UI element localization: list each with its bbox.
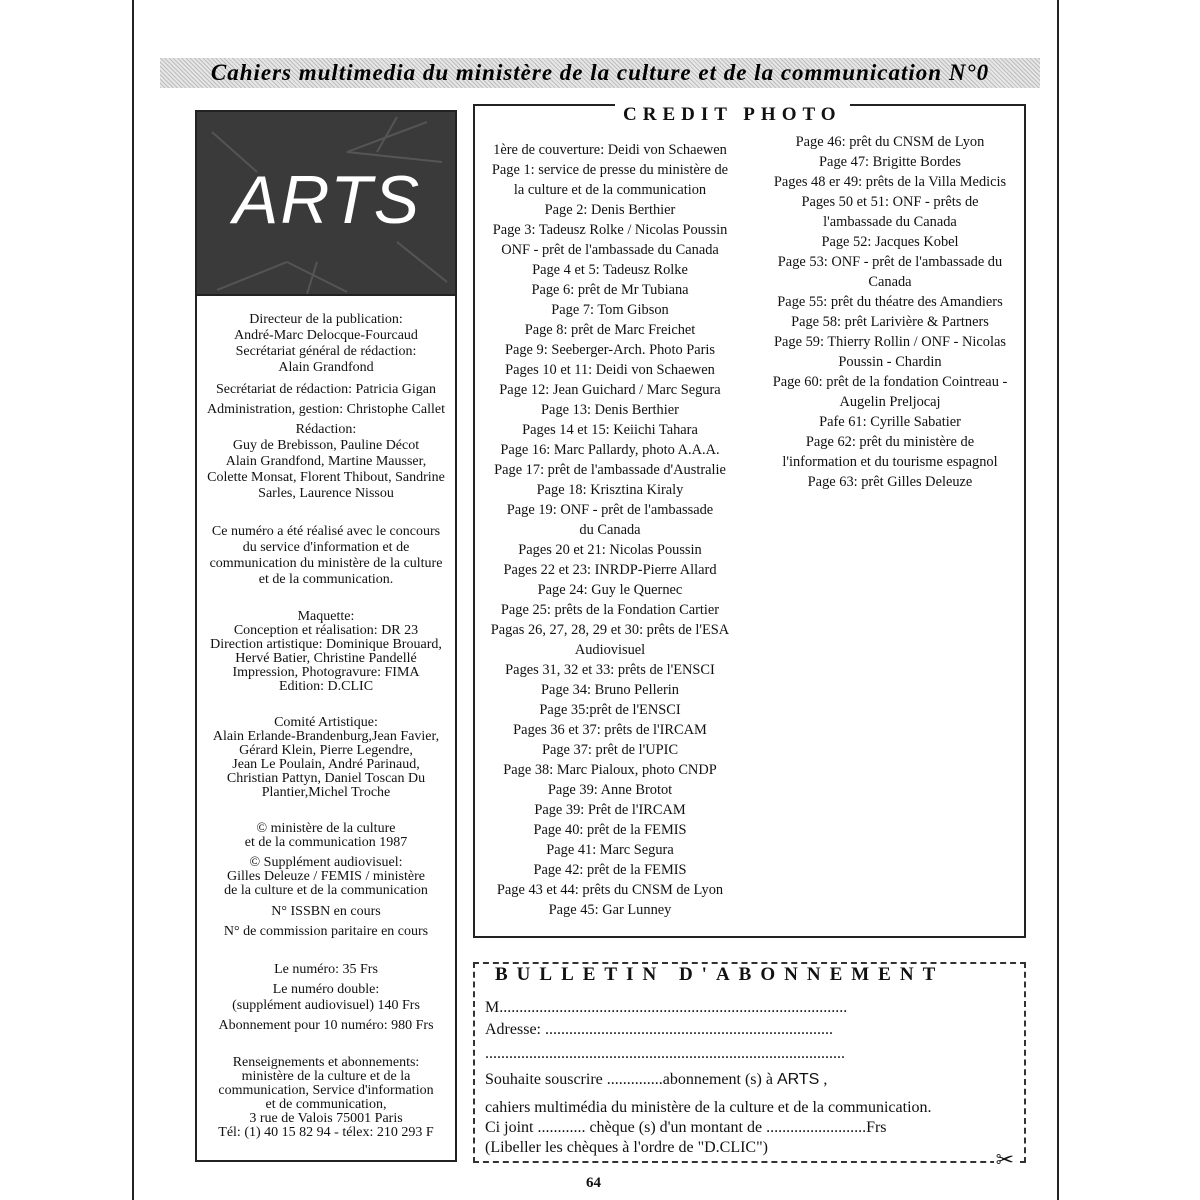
payable-line: (Libeller les chèques à l'ordre de "D.CLIC") — [485, 1139, 768, 1156]
address-field-line: Adresse: ........................................................................ — [485, 1021, 833, 1038]
address-blank-line: .......................................................................................... — [485, 1045, 845, 1062]
renseignements-block — [197, 1056, 455, 1140]
masthead-line: communication, Service d'information — [218, 1083, 434, 1098]
logo-text: ARTS — [233, 162, 422, 238]
masthead-line: Conception et réalisation: DR 23 — [233, 623, 419, 638]
masthead-line: Ce numéro a été réalisé avec le concours — [211, 524, 441, 539]
credit-line: Audiovisuel — [574, 642, 646, 658]
credit-line: Pagas 26, 27, 28, 29 et 30: prêts de l'ESA — [490, 622, 730, 638]
masthead-line: Direction artistique: Dominique Brouard, — [210, 637, 442, 652]
credit-line: ONF - prêt de l'ambassade du Canada — [501, 242, 719, 258]
credit-line: Page 3: Tadeusz Rolke / Nicolas Poussin — [492, 222, 728, 238]
credit-photo-box — [473, 104, 1026, 938]
masthead-line: Tél: (1) 40 15 82 94 - télex: 210 293 F — [218, 1125, 434, 1140]
page-header-title: Cahiers multimedia du ministère de la culture et de la communication N°0 — [210, 60, 990, 85]
credit-line: Page 39: Prêt de l'IRCAM — [534, 802, 686, 818]
masthead-line: Maquette: — [297, 609, 355, 624]
masthead-line: Comité Artistique: — [274, 715, 378, 730]
credit-line: Canada — [868, 274, 912, 290]
masthead-line: Alain Grandfond, Martine Mausser, — [225, 454, 427, 469]
credit-line: Pages 48 er 49: prêts de la Villa Medicis — [773, 174, 1007, 190]
credit-line: Page 63: prêt Gilles Deleuze — [807, 474, 973, 490]
maquette-block — [197, 610, 455, 694]
masthead-line: de la culture et de la communication — [224, 883, 428, 898]
masthead-line: Sarles, Laurence Nissou — [258, 486, 394, 501]
credit-line: Page 34: Bruno Pellerin — [541, 682, 679, 698]
credit-line: Page 58: prêt Larivière & Partners — [791, 314, 989, 330]
credit-line: Pages 10 et 11: Deidi von Schaewen — [505, 362, 715, 378]
subscribe-suffix: , — [819, 1071, 828, 1088]
masthead-line: Directeur de la publication: — [249, 312, 403, 327]
masthead-line: Le numéro double: — [272, 982, 380, 997]
credit-line: l'information et du tourisme espagnol — [782, 454, 998, 470]
masthead-line: Edition: D.CLIC — [278, 679, 374, 694]
credit-line: la culture et de la communication — [513, 182, 707, 198]
credit-line: Page 35:prêt de l'ENSCI — [539, 702, 681, 718]
credit-line: Page 9: Seeberger-Arch. Photo Paris — [504, 342, 716, 358]
arts-name: ARTS — [776, 1071, 820, 1088]
credit-line: Pages 50 et 51: ONF - prêts de — [801, 194, 979, 210]
masthead-line: Rédaction: — [295, 422, 357, 437]
masthead-line: Abonnement pour 10 numéro: 980 Frs — [218, 1018, 434, 1033]
comite-block — [197, 716, 455, 800]
credit-line: Pages 36 et 37: prêts de l'IRCAM — [513, 722, 707, 738]
copyright-block — [197, 822, 455, 898]
credit-line: Page 46: prêt du CNSM de Lyon — [795, 134, 985, 150]
credit-line: Page 55: prêt du théatre des Amandiers — [777, 294, 1003, 310]
subscription-form — [473, 962, 1026, 1172]
credit-line: Page 47: Brigitte Bordes — [819, 154, 961, 170]
cheque-line: Ci joint ............ chèque (s) d'un montant de .........................Frs — [485, 1119, 887, 1136]
masthead-line: du service d'information et de — [242, 540, 410, 555]
credit-line: Page 62: prêt du ministère de — [805, 434, 975, 450]
credit-line: Page 59: Thierry Rollin / ONF - Nicolas — [774, 334, 1006, 350]
credit-line: Pafe 61: Cyrille Sabatier — [819, 414, 961, 430]
credit-line: Page 52: Jacques Kobel — [821, 234, 959, 250]
credit-line: Page 42: prêt de la FEMIS — [533, 862, 687, 878]
credit-line: Page 37: prêt de l'UPIC — [541, 742, 679, 758]
credit-line: Pages 31, 32 et 33: prêts de l'ENSCI — [505, 662, 715, 678]
masthead-line: et de communication, — [265, 1097, 387, 1112]
cahiers-line: cahiers multimédia du ministère de la culture et de la communication. — [485, 1099, 932, 1116]
subscription-form-title: BULLETIN D'ABONNEMENT — [495, 964, 945, 985]
issn-line: N° ISSBN en cours — [271, 904, 381, 919]
masthead-line: Guy de Brebisson, Pauline Décot — [232, 438, 420, 453]
credit-line: Page 13: Denis Berthier — [541, 402, 679, 418]
subscribe-text: Souhaite souscrire ..............abonnement (s) à — [485, 1071, 777, 1088]
masthead-line: Gérard Klein, Pierre Legendre, — [239, 743, 413, 758]
credit-line: Page 18: Krisztina Kiraly — [536, 482, 684, 498]
masthead-line: 3 rue de Valois 75001 Paris — [249, 1111, 403, 1126]
credit-line: du Canada — [579, 522, 641, 538]
masthead-line: Colette Monsat, Florent Thibout, Sandrine — [207, 470, 445, 485]
masthead-line: © Supplément audiovisuel: — [249, 855, 403, 870]
credit-line: Page 40: prêt de la FEMIS — [533, 822, 687, 838]
credit-line: Poussin - Chardin — [838, 354, 942, 370]
masthead-line: Christian Pattyn, Daniel Toscan Du — [226, 771, 426, 786]
masthead-line: et de la communication 1987 — [244, 835, 408, 850]
masthead-line: © ministère de la culture — [256, 821, 396, 836]
credit-line: Page 12: Jean Guichard / Marc Segura — [499, 382, 721, 398]
masthead-column — [195, 110, 457, 1162]
masthead-text — [197, 312, 455, 1140]
prix-block — [197, 962, 455, 1034]
credit-line: Page 6: prêt de Mr Tubiana — [531, 282, 689, 298]
scissors-icon: ✂ — [995, 1147, 1014, 1172]
credit-line: Page 2: Denis Berthier — [544, 202, 676, 218]
masthead-line: communication du ministère de la culture — [209, 556, 443, 571]
masthead-line: ministère de la culture et de la — [241, 1069, 411, 1084]
masthead-line: Gilles Deleuze / FEMIS / ministère — [227, 869, 425, 884]
subscribe-line — [485, 1070, 827, 1090]
masthead-line: André-Marc Delocque-Fourcaud — [234, 328, 418, 343]
arts-logo — [197, 112, 455, 296]
credit-line: Page 16: Marc Pallardy, photo A.A.A. — [500, 442, 720, 458]
credit-line: Page 1: service de presse du ministère de — [491, 162, 729, 178]
credit-line: Page 7: Tom Gibson — [551, 302, 669, 318]
credit-line: Page 17: prêt de l'ambassade d'Australie — [494, 462, 726, 478]
credit-line: Page 4 et 5: Tadeusz Rolke — [532, 262, 688, 278]
credit-line: Pages 22 et 23: INRDP-Pierre Allard — [503, 562, 717, 578]
name-field-line: M....................................................................................... — [485, 999, 848, 1016]
concours-block — [197, 524, 455, 588]
credit-line: Page 43 et 44: prêts du CNSM de Lyon — [496, 882, 724, 898]
masthead-line: Alain Grandfond — [278, 360, 374, 375]
masthead-line: Impression, Photogravure: FIMA — [232, 665, 420, 680]
credit-line: Page 38: Marc Pialoux, photo CNDP — [503, 762, 717, 778]
credit-line: Augelin Preljocaj — [839, 394, 941, 410]
page-number: 64 — [586, 1175, 601, 1191]
redaction-block — [197, 422, 455, 502]
credit-line: Page 39: Anne Brotot — [547, 782, 673, 798]
credit-line: Pages 20 et 21: Nicolas Poussin — [518, 542, 702, 558]
masthead-line: et de la communication. — [258, 572, 394, 587]
credit-column-right — [755, 132, 1025, 492]
credit-line: Page 41: Marc Segura — [546, 842, 674, 858]
masthead-line: Le numéro: 35 Frs — [274, 962, 378, 977]
credit-column-left — [479, 140, 741, 920]
masthead-line: Plantier,Michel Troche — [261, 785, 391, 800]
secretariat-line: Secrétariat de rédaction: Patricia Gigan — [215, 382, 436, 397]
credit-line: Page 53: ONF - prêt de l'ambassade du — [777, 254, 1003, 270]
credit-photo-title: CREDIT PHOTO — [615, 104, 850, 126]
credit-line: Page 24: Guy le Quernec — [537, 582, 683, 598]
credit-line: Page 45: Gar Lunney — [548, 902, 672, 918]
credit-line: Page 60: prêt de la fondation Cointreau - — [772, 374, 1008, 390]
credit-line: Page 25: prêts de la Fondation Cartier — [500, 602, 720, 618]
administration-line: Administration, gestion: Christophe Callet — [207, 402, 445, 417]
masthead-line: Renseignements et abonnements: — [232, 1055, 420, 1070]
credit-line: Page 19: ONF - prêt de l'ambassade — [506, 502, 714, 518]
masthead-line: Alain Erlande-Brandenburg,Jean Favier, — [212, 729, 440, 744]
credit-line: Pages 14 et 15: Keiichi Tahara — [522, 422, 698, 438]
credit-line: Page 8: prêt de Marc Freichet — [524, 322, 696, 338]
publication-block — [197, 312, 455, 376]
masthead-line: (supplément audiovisuel) 140 Frs — [232, 998, 420, 1013]
credit-line: l'ambassade du Canada — [823, 214, 957, 230]
masthead-line: Jean Le Poulain, André Parinaud, — [232, 757, 420, 772]
masthead-line: Hervé Batier, Christine Pandellé — [235, 651, 417, 666]
commission-line: N° de commission paritaire en cours — [223, 924, 429, 939]
credit-line: 1ère de couverture: Deidi von Schaewen — [493, 142, 727, 158]
masthead-line: Secrétariat général de rédaction: — [235, 344, 417, 359]
